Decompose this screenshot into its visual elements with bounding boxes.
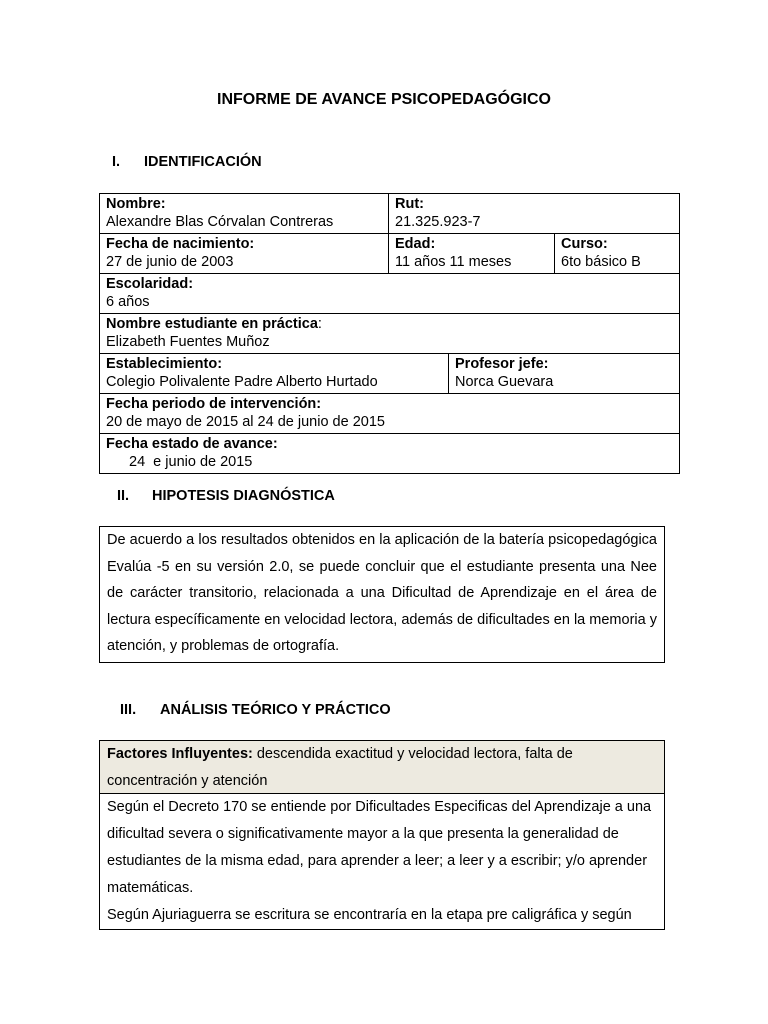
section-heading-identificacion [112,154,262,170]
estudiante-value: Elizabeth Fuentes Muñoz [106,334,270,350]
establecimiento-label: Establecimiento: [106,356,223,372]
section-title: IDENTIFICACIÓN [144,154,262,170]
escolaridad-label: Escolaridad: [106,276,194,292]
escolaridad-cell [100,274,680,314]
edad-label: Edad: [395,236,436,252]
avance-value: 24 e junio de 2015 [129,454,253,470]
analysis-body [100,794,664,929]
edad-value: 11 años 11 meses [395,254,512,270]
nacimiento-label: Fecha de nacimiento: [106,236,255,252]
periodo-cell [100,394,680,434]
analysis-paragraph: Según Ajuriaguerra se escritura se encontraría en la etapa pre caligráfica y según [107,907,632,923]
factors-label: Factores Influyentes: [107,746,253,762]
escolaridad-value: 6 años [106,294,150,310]
estudiante-label: Nombre estudiante en práctica [106,316,318,332]
factors-text: descendida exactitud y velocidad lectora, falta de concentración y atención [107,746,573,789]
estudiante-cell [100,314,680,354]
profesor-label: Profesor jefe: [455,356,549,372]
nombre-label: Nombre: [106,196,166,212]
section-title: ANÁLISIS TEÓRICO Y PRÁCTICO [160,702,391,718]
table-row [100,394,680,434]
nombre-cell [100,194,389,234]
section-number: III. [120,702,137,718]
analysis-box [99,740,665,930]
avance-label: Fecha estado de avance: [106,436,278,452]
section-number: I. [112,154,121,170]
nacimiento-value: 27 de junio de 2003 [106,254,234,270]
diagnosis-box [99,526,665,663]
avance-cell [100,434,680,474]
estudiante-colon: : [317,316,322,332]
estudiante-label-line [106,315,673,333]
table-row [100,314,680,354]
profesor-cell [449,354,680,394]
section-heading-hipotesis [117,488,335,504]
establecimiento-value: Colegio Polivalente Padre Alberto Hurtado [106,374,378,390]
factors-row [100,741,664,794]
nombre-value: Alexandre Blas Córvalan Contreras [106,214,334,230]
page-title: INFORME DE AVANCE PSICOPEDAGÓGICO [217,91,551,108]
edad-cell [389,234,555,274]
curso-label: Curso: [561,236,608,252]
rut-label: Rut: [395,196,424,212]
section-heading-analisis [120,702,391,718]
table-row [100,274,680,314]
analysis-paragraph: Según el Decreto 170 se entiende por Dificultades Especificas del Aprendizaje a una dificultad severa o significativamente mayor a la que presenta la generalidad de estudiantes de la misma edad, para aprender a leer; a leer y a escribir; y/o aprender matemáticas. [107,799,652,896]
table-row [100,434,680,474]
identification-table [99,193,680,474]
table-row [100,354,680,394]
diagnosis-text: De acuerdo a los resultados obtenidos en la aplicación de la batería psicopedagógica Evalúa -5 en su versión 2.0, se puede concluir que el estudiante presenta una Nee de carácter transitorio, relacionada a una Dificultad de Aprendizaje en el área de lectura específicamente en velocidad lectora, además de dificultades en la memoria y atención, y problemas de ortografía. [107,532,657,654]
rut-cell [389,194,680,234]
section-number: II. [117,488,130,504]
periodo-label: Fecha periodo de intervención: [106,396,322,412]
profesor-value: Norca Guevara [455,374,554,390]
rut-value: 21.325.923-7 [395,214,481,230]
table-row [100,234,680,274]
establecimiento-cell [100,354,449,394]
section-title: HIPOTESIS DIAGNÓSTICA [152,488,335,504]
periodo-value: 20 de mayo de 2015 al 24 de junio de 2015 [106,414,385,430]
table-row [100,194,680,234]
curso-cell [555,234,680,274]
curso-value: 6to básico B [561,254,641,270]
nacimiento-cell [100,234,389,274]
